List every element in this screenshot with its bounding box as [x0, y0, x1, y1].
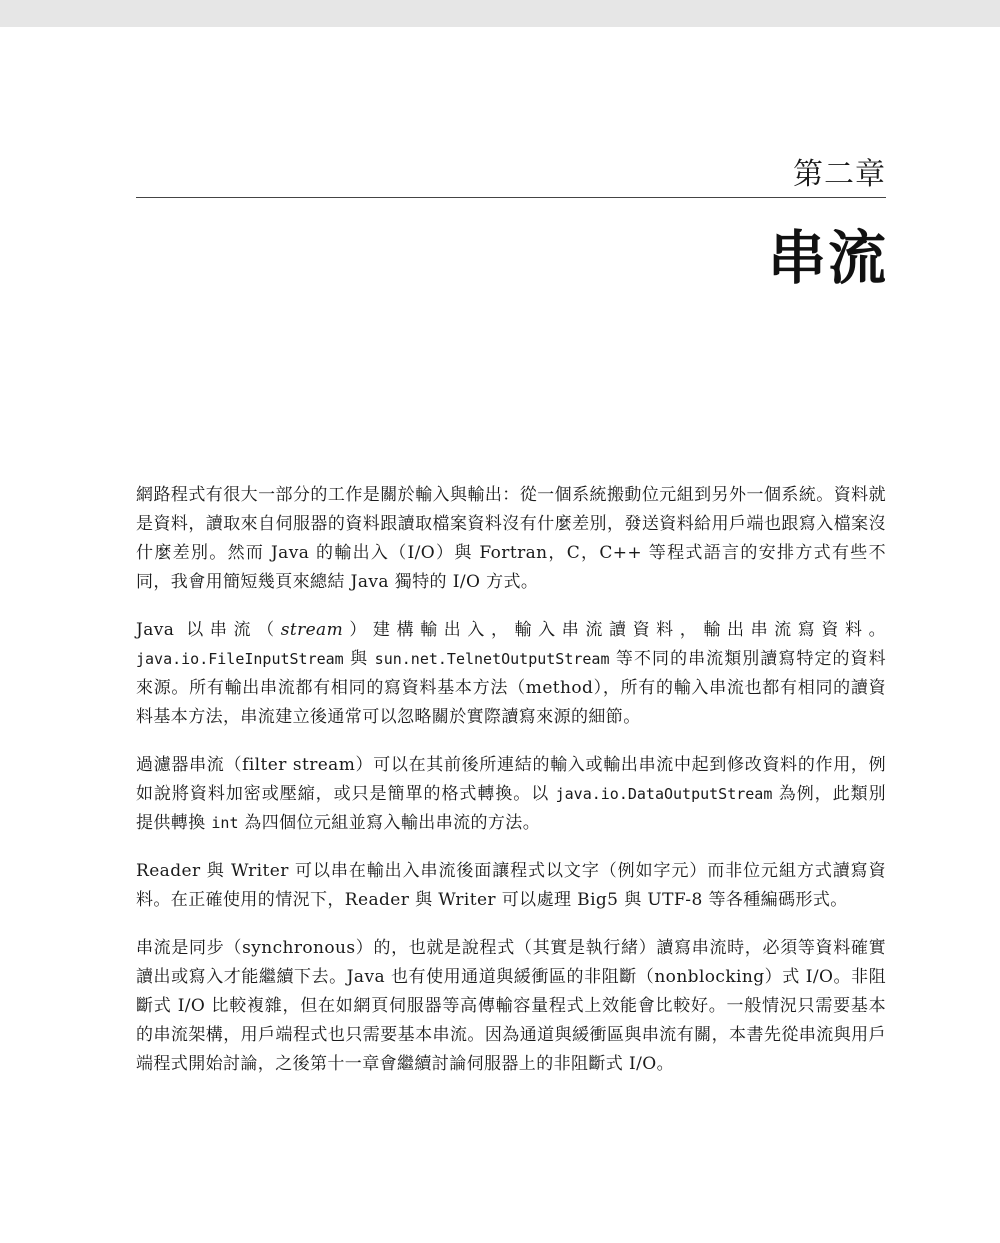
- paragraph-streams: [136, 616, 886, 732]
- text-segment: Java 以串流（: [136, 620, 281, 640]
- text-segment: 為四個位元組並寫入輸出串流的方法。: [238, 813, 541, 833]
- text-segment: 過濾器串流（filter stream）可以在其前後所連結的輸入或輸出串流中起到修改資料的作用，例如說將資料加密或壓縮，或只是簡單的格式轉換。以: [136, 755, 886, 804]
- code-int: int: [211, 814, 239, 832]
- paragraph-filter-streams: [136, 751, 886, 838]
- text-segment: 為例，此類別提供轉換: [136, 784, 886, 833]
- text-segment: 等不同的串流類別讀寫特定的資料來源。所有輸出串流都有相同的寫資料基本方法（method），所有的輸入串流也都有相同的讀資料基本方法，串流建立後通常可以忽略關於實際讀寫來源的細節。: [136, 649, 886, 727]
- code-dataoutputstream: java.io.DataOutputStream: [555, 785, 773, 803]
- term-stream: stream: [280, 620, 344, 640]
- text-segment: ）建構輸出入，輸入串流讀資料，輸出串流寫資料。: [343, 620, 886, 640]
- paragraph-readers-writers: Reader 與 Writer 可以串在輸出入串流後面讓程式以文字（例如字元）而非位元組方式讀寫資料。在正確使用的情況下，Reader 與 Writer 可以處理 Big5 與 UTF-8 等各種編碼形式。: [136, 861, 886, 910]
- text-segment: 與: [343, 649, 375, 669]
- chapter-divider: [136, 197, 886, 198]
- paragraph-synchronous: 串流是同步（synchronous）的，也就是說程式（其實是執行緒）讀寫串流時，必須等資料確實讀出或寫入才能繼續下去。Java 也有使用通道與緩衝區的非阻斷（nonblocking）式 I/O。非阻斷式 I/O 比較複雜，但在如網頁伺服器等高傳輸容量程式上效能會比較好。一般情況只需要基本的串流架構，用戶端程式也只需要基本串流。因為通道與緩衝區與串流有關，本書先從串流與用戶端程式開始討論，之後第十一章會繼續討論伺服器上的非阻斷式 I/O。: [136, 938, 886, 1074]
- chapter-title: 串流: [767, 224, 888, 292]
- code-telnetoutputstream: sun.net.TelnetOutputStream: [374, 650, 610, 668]
- code-fileinputstream: java.io.FileInputStream: [136, 650, 344, 668]
- body-text: [136, 481, 886, 1098]
- chapter-label: 第二章: [793, 157, 886, 192]
- paragraph-intro: 網路程式有很大一部分的工作是關於輸入與輸出：從一個系統搬動位元組到另外一個系統。資料就是資料，讀取來自伺服器的資料跟讀取檔案資料沒有什麼差別，發送資料給用戶端也跟寫入檔案沒什麼差別。然而 Java 的輸出入（I/O）與 Fortran，C，C++ 等程式語言的安排方式有些不同，我會用簡短幾頁來總結 Java 獨特的 I/O 方式。: [136, 485, 886, 592]
- page-top-band: [0, 0, 1000, 27]
